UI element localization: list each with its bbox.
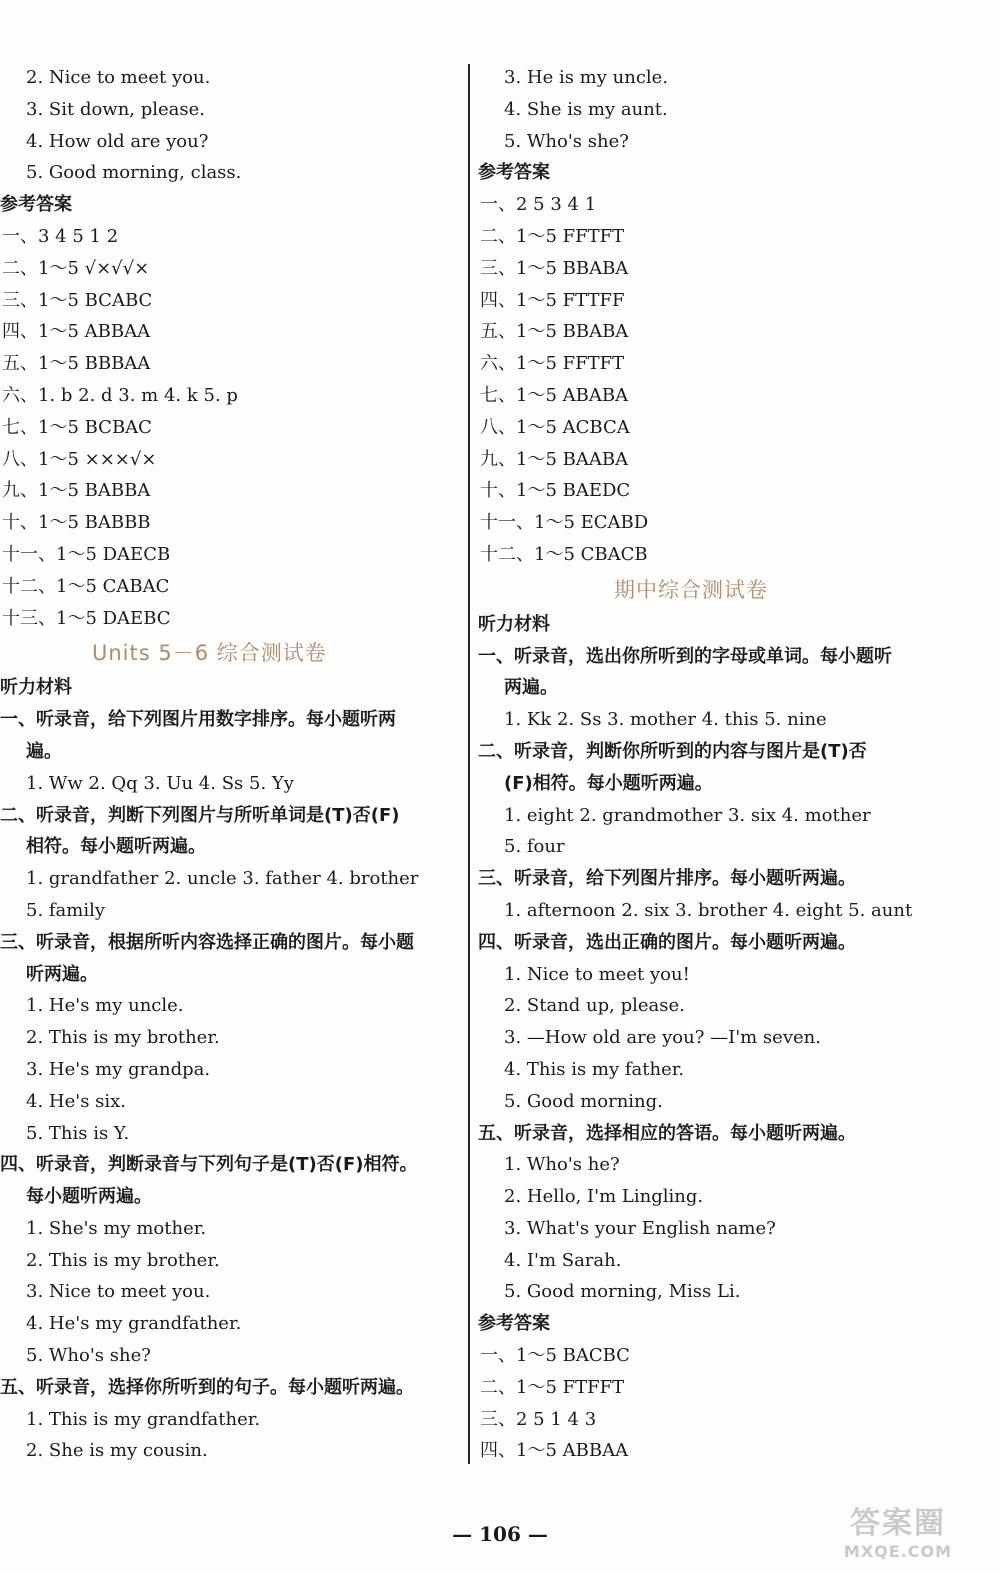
answer-line: 三、2 5 1 4 3 xyxy=(480,1408,597,1430)
text-line: 3. He's my grandpa. xyxy=(26,1058,211,1080)
answer-line: 二、1～5 FTFFT xyxy=(480,1376,625,1398)
text-line: 4. He's six. xyxy=(26,1090,127,1112)
watermark-text: 答案圈 xyxy=(850,1506,946,1541)
answer-line: 一、3 4 5 1 2 xyxy=(2,225,119,247)
text-line: 3. —How old are you? —I'm seven. xyxy=(504,1027,821,1049)
text-line: 3. He is my uncle. xyxy=(504,67,669,88)
answer-line: 四、1～5 FTTFF xyxy=(480,289,625,311)
question-heading: 二、听录音，判断你所听到的内容与图片是(T)否 xyxy=(478,740,867,762)
test-title: Units 5－6 综合测试卷 xyxy=(92,641,327,666)
watermark-logo xyxy=(808,1506,988,1566)
text-line: 1. This is my grandfather. xyxy=(26,1408,261,1430)
section-heading: 参考答案 xyxy=(478,162,550,184)
answer-line: 八、1～5 ACBCA xyxy=(480,416,630,438)
answer-line: 十、1～5 BAEDC xyxy=(480,480,631,502)
page-number: — 106 — xyxy=(452,1522,548,1546)
text-line: 2. This is my brother. xyxy=(26,1027,220,1049)
answer-line: 二、1～5 √×√√× xyxy=(2,257,150,279)
question-heading: 一、听录音，给下列图片用数字排序。每小题听两 xyxy=(0,709,396,731)
watermark-url: MXQE.COM xyxy=(843,1542,953,1561)
question-heading: 三、听录音，给下列图片排序。每小题听两遍。 xyxy=(478,868,856,890)
text-line: 2. Hello, I'm Lingling. xyxy=(504,1186,704,1208)
section-heading: 参考答案 xyxy=(478,1313,550,1335)
answer-line: 十二、1～5 CBACB xyxy=(480,543,648,565)
text-line: 3. Nice to meet you. xyxy=(26,1281,211,1303)
text-line: 1. afternoon 2. six 3. brother 4. eight 5. aunt xyxy=(504,899,913,921)
question-heading: 一、听录音，选出你所听到的字母或单词。每小题听 xyxy=(478,645,892,667)
text-line: 5. four xyxy=(504,836,565,858)
answer-line: 十三、1～5 DAEBC xyxy=(2,607,171,629)
answer-line: 十、1～5 BABBB xyxy=(2,512,151,534)
question-heading: 四、听录音，选出正确的图片。每小题听两遍。 xyxy=(478,931,856,953)
text-line: 1. Who's he? xyxy=(504,1154,620,1176)
answer-line: 七、1～5 ABABA xyxy=(480,384,629,406)
answer-line: 四、1～5 ABBAA xyxy=(480,1440,629,1462)
answer-line: 四、1～5 ABBAA xyxy=(2,321,151,343)
answer-line: 一、2 5 3 4 1 xyxy=(480,194,597,216)
text-line: 5. Who's she? xyxy=(504,130,629,152)
column-divider xyxy=(468,64,470,1464)
answer-line: 九、1～5 BAABA xyxy=(480,448,629,470)
text-line: 5. Good morning, class. xyxy=(26,162,242,184)
text-line: 1. eight 2. grandmother 3. six 4. mother xyxy=(504,804,871,826)
text-line: 1. Kk 2. Ss 3. mother 4. this 5. nine xyxy=(504,709,827,731)
right-column xyxy=(478,62,988,1467)
question-heading-cont: 遍。 xyxy=(26,740,62,762)
question-heading-cont: 听两遍。 xyxy=(26,963,98,985)
answer-line: 六、1. b 2. d 3. m 4. k 5. p xyxy=(2,384,238,406)
question-heading: 五、听录音，选择你所听到的句子。每小题听两遍。 xyxy=(0,1376,414,1398)
answer-line: 五、1～5 BBABA xyxy=(480,321,629,343)
text-line: 3. What's your English name? xyxy=(504,1217,776,1239)
text-line: 5. This is Y. xyxy=(26,1122,130,1144)
section-heading: 参考答案 xyxy=(0,194,72,216)
text-line: 4. This is my father. xyxy=(504,1058,685,1080)
answer-line: 三、1～5 BCABC xyxy=(2,289,153,311)
answer-line: 九、1～5 BABBA xyxy=(2,480,151,502)
text-line: 3. Sit down, please. xyxy=(26,98,206,120)
text-line: 1. Nice to meet you! xyxy=(504,963,690,985)
text-line: 1. Ww 2. Qq 3. Uu 4. Ss 5. Yy xyxy=(26,772,294,794)
answer-line: 八、1～5 ×××√× xyxy=(2,448,157,470)
text-line: 4. She is my aunt. xyxy=(504,98,668,120)
text-line: 4. How old are you? xyxy=(26,130,209,152)
text-line: 5. Good morning, Miss Li. xyxy=(504,1281,741,1303)
question-heading-cont: 每小题听两遍。 xyxy=(26,1186,152,1208)
text-line: 2. She is my cousin. xyxy=(26,1440,208,1462)
text-line: 5. Good morning. xyxy=(504,1090,663,1112)
question-heading-cont: 相符。每小题听两遍。 xyxy=(26,836,206,858)
test-title: 期中综合测试卷 xyxy=(614,577,768,602)
section-heading: 听力材料 xyxy=(478,613,550,635)
left-column xyxy=(0,62,462,1467)
answer-line: 三、1～5 BBABA xyxy=(480,257,629,279)
question-heading-cont: (F)相符。每小题听两遍。 xyxy=(504,772,713,794)
question-heading: 二、听录音，判断下列图片与所听单词是(T)否(F) xyxy=(0,804,400,826)
question-heading: 五、听录音，选择相应的答语。每小题听两遍。 xyxy=(478,1122,856,1144)
text-line: 1. He's my uncle. xyxy=(26,995,184,1017)
text-line: 2. Stand up, please. xyxy=(504,995,685,1017)
text-line: 1. grandfather 2. uncle 3. father 4. brother xyxy=(26,868,419,890)
answer-line: 六、1～5 FFTFT xyxy=(480,353,625,375)
text-line: 5. Who's she? xyxy=(26,1345,151,1367)
text-line: 5. family xyxy=(26,899,106,921)
section-heading: 听力材料 xyxy=(0,677,72,699)
answer-line: 七、1～5 BCBAC xyxy=(2,416,152,438)
text-line: 1. She's my mother. xyxy=(26,1217,207,1239)
answer-line: 一、1～5 BACBC xyxy=(480,1345,630,1367)
question-heading-cont: 两遍。 xyxy=(504,677,558,699)
question-heading: 四、听录音，判断录音与下列句子是(T)否(F)相符。 xyxy=(0,1154,418,1176)
answer-line: 五、1～5 BBBAA xyxy=(2,353,151,375)
answer-line: 二、1～5 FFTFT xyxy=(480,225,625,247)
answer-line: 十二、1～5 CABAC xyxy=(2,575,170,597)
answer-line: 十一、1～5 DAECB xyxy=(2,543,171,565)
text-line: 2. Nice to meet you. xyxy=(26,67,211,88)
answer-line: 十一、1～5 ECABD xyxy=(480,512,649,534)
question-heading: 三、听录音，根据所听内容选择正确的图片。每小题 xyxy=(0,931,414,953)
text-line: 4. I'm Sarah. xyxy=(504,1249,622,1271)
text-line: 2. This is my brother. xyxy=(26,1249,220,1271)
text-line: 4. He's my grandfather. xyxy=(26,1313,242,1335)
